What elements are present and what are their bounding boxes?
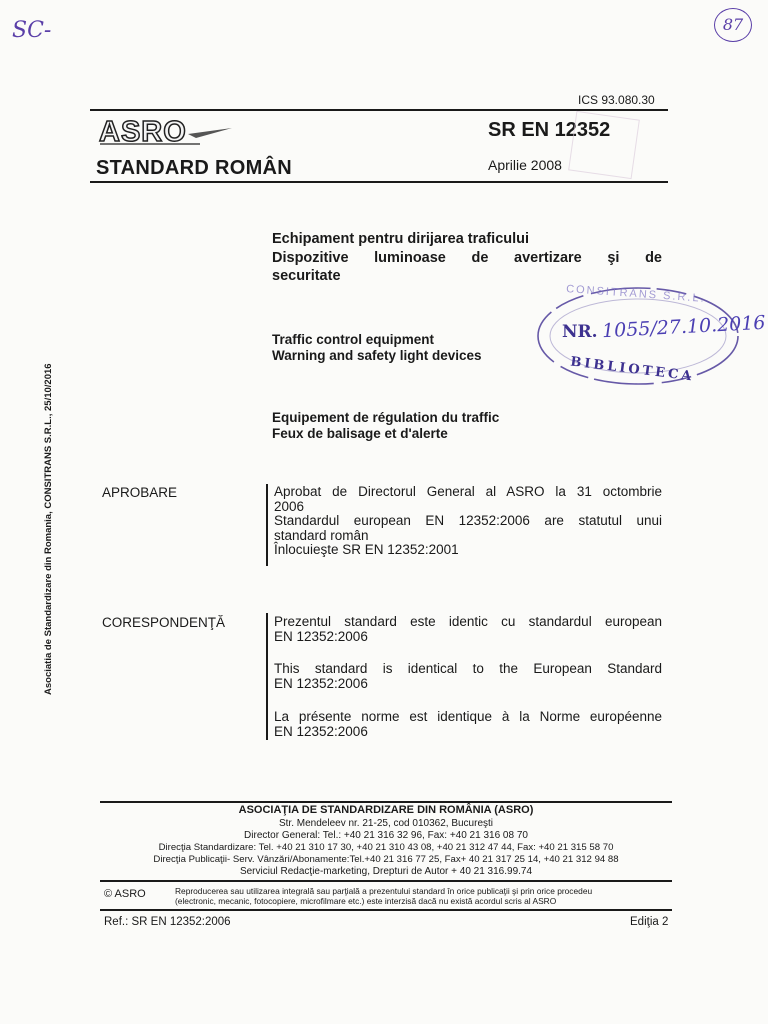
sidebar-watermark: Asociatia de Standardizare din Romania, CONSITRANS S.R.L., 25/10/2016: [43, 363, 54, 695]
title-fr-line-2: Feux de balisage et d'alerte: [272, 426, 448, 441]
title-french: [272, 410, 499, 442]
ics-code: ICS 93.080.30: [578, 93, 655, 107]
correspondence-fr-line-2: EN 12352:2006: [274, 723, 368, 739]
correspondence-fr: [274, 710, 662, 739]
stamp-bottom-text: BIBLIOTECA: [569, 354, 696, 385]
copyright-notice-line-1: Reproducerea sau utilizarea integrală sau parţială a prezentului standard în orice publicaţii şi prin orice procedeu: [175, 886, 593, 896]
title-ro-line-2: Dispozitive luminoase de avertizare şi de: [272, 249, 662, 266]
approval-label: APROBARE: [102, 485, 178, 500]
library-stamp: [526, 280, 767, 395]
title-fr-line-1: Equipement de régulation du traffic: [272, 410, 500, 425]
correspondence-en-line-1: This standard is identical to the European Standard: [274, 661, 662, 676]
correspondence-bar: [266, 613, 268, 740]
copyright-notice: [175, 886, 672, 907]
handwritten-page-number: 87: [714, 8, 752, 42]
approval-bar: [266, 484, 268, 566]
edition: Ediţia 2: [630, 916, 669, 928]
asro-logo: [96, 114, 236, 155]
approval-line-2: 2006: [274, 498, 305, 514]
svg-text:ASRO: ASRO: [99, 116, 187, 148]
standard-type: STANDARD ROMÂN: [96, 157, 293, 179]
footer-bottom-rule: [100, 909, 672, 911]
correspondence-label: CORESPONDENŢĂ: [102, 615, 226, 630]
stamp-nr-label: NR.: [562, 322, 598, 342]
footer-address: Str. Mendeleev nr. 21-25, cod 010362, Bucureşti: [278, 818, 494, 829]
approval-line-5: Înlocuieşte SR EN 12352:2001: [274, 542, 459, 557]
standard-code: SR EN 12352: [488, 119, 611, 141]
correspondence-fr-line-1: La présente norme est identique à la Norme européenne: [274, 709, 662, 724]
correspondence-ro-line-1: Prezentul standard este identic cu standardul european: [274, 614, 662, 629]
handwritten-corner-note: SC-: [12, 18, 52, 43]
correspondence-ro-line-2: EN 12352:2006: [274, 628, 368, 644]
title-en-line-2: Warning and safety light devices: [272, 348, 482, 363]
correspondence-ro: [274, 615, 662, 644]
title-romanian: [272, 230, 662, 286]
faint-stamp-mark: [568, 111, 640, 179]
copyright-notice-line-2: (electronic, mecanic, fotocopiere, microfilmare etc.) este interzisă dacă nu există acordul scris al ASRO: [175, 896, 557, 907]
footer-top-rule: [100, 801, 672, 803]
approval-text: [274, 485, 662, 558]
footer-publications: Direcţia Publicaţii- Serv. Vânzări/Abonamente:Tel.+40 21 316 77 25, Fax+ 40 21 317 25 14, +40 21 312 94 88: [153, 854, 619, 865]
stamp-nr-value: 1055/27.10.2016: [601, 311, 767, 343]
title-en-line-1: Traffic control equipment: [272, 332, 435, 347]
copyright-label: © ASRO: [104, 888, 146, 900]
footer-mid-rule: [100, 880, 672, 882]
header-bottom-rule: [90, 181, 668, 183]
title-ro-line-1: Echipament pentru dirijarea traficului: [272, 231, 530, 247]
approval-line-4: standard român: [274, 527, 369, 543]
footer-standardization: Direcţia Standardizare: Tel. +40 21 310 17 30, +40 21 310 43 08, +40 21 312 47 44, Fax: +40 21 315 58 70: [158, 842, 614, 853]
footer-director: Director General: Tel.: +40 21 316 32 96, Fax: +40 21 316 08 70: [244, 830, 528, 841]
correspondence-en: [274, 662, 662, 691]
correspondence-en-line-2: EN 12352:2006: [274, 675, 368, 691]
footer-org-name: ASOCIAŢIA DE STANDARDIZARE DIN ROMÂNIA (ASRO): [238, 804, 534, 816]
reference: Ref.: SR EN 12352:2006: [104, 916, 231, 928]
title-english: [272, 332, 482, 364]
approval-line-1: Aprobat de Directorul General al ASRO la 31 octombrie: [274, 484, 662, 499]
title-ro-line-3: securitate: [272, 268, 341, 284]
publication-date: Aprilie 2008: [488, 157, 562, 173]
stamp-top-text: CONSITRANS S.R.L.: [565, 283, 706, 305]
approval-line-3: Standardul european EN 12352:2006 are statutul unui: [274, 513, 662, 528]
footer-editorial: Serviciul Redacţie-marketing, Drepturi de Autor + 40 21 316.99.74: [239, 866, 533, 877]
